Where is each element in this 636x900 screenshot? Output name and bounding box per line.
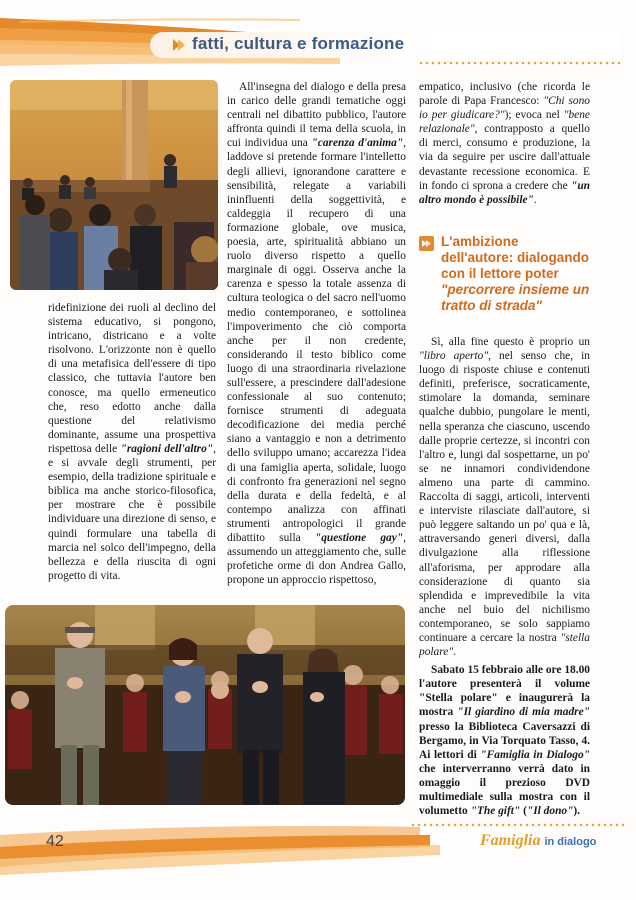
emphasis-text: "ragioni dell'altro" xyxy=(120,442,214,455)
text-run: All'insegna del dialogo e della presa in carico delle grandi tematiche oggi centrali nel dibattito pubblico, l'autore affronta quindi il tema della scuola, in cui individua una xyxy=(227,81,406,150)
magazine-logo xyxy=(480,832,596,850)
text-run: ( xyxy=(520,805,527,818)
section-title: fatti, cultura e formazione xyxy=(192,34,405,53)
text-run: , nel senso che, in luogo di risposte chiuse e contenuti definiti, preferisce, socraticamente, stimolare la domanda, seminare qualche dubbio, pungolare le menti, nella speranza che ciascuno, uscendo dalle proprie certezze, si incontri con l'altro e, lungi dal sospettarne, un po' se ne innamori condividendone almeno una parte di cammino. Raccolta di saggi, articoli, interventi e interviste rilasciate dall'autore, si può leggere saltando un po' qua e là, attraversando generi diversi, dalla divulgazione alla riflessione all'aforisma, per approdare alla considerazione di quanto sia splendida e imprevedibile la vita anche nel buio del nichilismo contemporaneo, se solo sappiamo continuare a cercare la nostra xyxy=(419,350,590,644)
text-run: , contrapposto a quello di merci, consumo e produzione, la via da seguire per uscire dall'attuale devastante recessione economica. E in fondo ci sprona a credere che xyxy=(419,123,590,192)
page-header xyxy=(0,0,636,70)
subheading-quote: "percorrere insieme un tratto di strada" xyxy=(441,282,590,313)
paragraph xyxy=(419,335,590,659)
emphasis-text: "Chi sono io per giudicare?" xyxy=(419,95,590,122)
header-dotted-rule xyxy=(418,61,623,65)
page-footer xyxy=(0,815,636,900)
subheading-line: L'ambizione dell'autore: dialogando con il lettore poter xyxy=(441,234,589,281)
logo-sub-text: in dialogo xyxy=(544,836,597,848)
text-column-1 xyxy=(48,301,216,583)
page-number: 42 xyxy=(46,833,64,850)
text-column-3 xyxy=(419,80,590,207)
text-run: . xyxy=(453,646,456,659)
emphasis-text: "bene relazionale" xyxy=(419,109,590,136)
arrow-right-icon xyxy=(419,236,434,251)
text-run: Sabato 15 febbraio alle ore 18.00 l'autore presenterà il volume "Stella polare" e inaugurerà la mostra xyxy=(419,664,590,719)
text-run: empatico, inclusivo (che ricorda le parole di Papa Francesco: xyxy=(419,81,590,108)
text-run: ). xyxy=(573,805,581,818)
paragraph xyxy=(48,301,216,583)
text-run: ); evoca nel xyxy=(504,109,564,122)
paragraph xyxy=(419,80,590,207)
text-run: , assumendo un atteggiamento che, sulle profetiche orme di don Andrea Gallo, propone un approccio rispettoso, xyxy=(227,532,406,587)
text-column-2 xyxy=(227,80,406,587)
text-column-3-continued xyxy=(419,335,590,818)
emphasis-text: "carenza d'anima" xyxy=(311,137,404,150)
emphasis-text: "questione gay" xyxy=(314,532,404,544)
text-run: ridefinizione dei ruoli al declino del sistema educativo, si pongono, intricano, districano e a volte risolvono. L'orizzonte non è quello di una metafisica dell'essere di tipo classico, che tuttavia l'autore ben conosce, ma quello ermeneutico che, reso edotto anche dalla questione del relativismo dominante, assume una prospettiva rispettosa delle xyxy=(48,302,216,455)
text-run: Sì, alla fine questo è proprio un xyxy=(431,336,590,348)
text-run: che interverranno verrà dato in omaggio il prezioso DVD multimediale sulla mostra con il volumetto xyxy=(419,762,590,818)
emphasis-text: "un altro mondo è possibile" xyxy=(419,179,590,206)
chevron-right-icon xyxy=(170,36,188,54)
emphasis-text: "Famiglia in Dialogo" xyxy=(480,748,591,761)
section-subheading xyxy=(419,234,594,314)
paragraph xyxy=(227,80,406,587)
text-run: . xyxy=(533,193,537,206)
emphasis-text: "libro aperto" xyxy=(419,350,489,363)
text-run: , laddove si pretende formare l'intelletto degli allievi, ignorandone carattere e sensibilità, relegate a variabili ininfluenti della soggettività, e caldeggia il recupero di una formazione globale, ove musica, poesia, arte, spiritualità abbiano un ruolo diverso rispetto a quello marginale di oggi. Osserva anche la carenza e spesso la totale assenza di cultura teologica o del sacro nell'uomo medio contemporaneo, e sottolinea l'impoverimento che ciò comporta anche per il non credente, considerando il testo biblico come luogo di una straordinaria rivelazione sull'essere, a prescindere dall'adesione confessionale al suo contenuto; fornisce strumenti di adeguata decodificazione dei media perché siano a vantaggio e non a detrimento dello sviluppo umano; accarezza l'idea di una famiglia aperta, solidale, luogo di confronto fra generazioni nel segno della durata e della fedeltà, e al contempo analizza con affinati strumenti antropologici il grande dibattito sulla xyxy=(227,137,406,544)
text-run: , e si avvale degli strumenti, per esempio, della tradizione spirituale e biblica ma anche storico-filosofica, per mostrare che è possibile individuare una direzione di senso, e quindi formulare una tabella di marcia nel solco dell'impegno, della bellezza e della riuscita di ogni progetto di vita. xyxy=(48,442,216,582)
event-paragraph xyxy=(419,663,590,818)
emphasis-text: "stella polare" xyxy=(419,631,590,659)
emphasis-text: "Il dono" xyxy=(526,805,574,818)
text-run: presso la Biblioteca Caversazzi di Bergamo, in Via Torquato Tasso, 4. Ai lettori di xyxy=(419,720,590,761)
applause-photo xyxy=(5,605,405,805)
emphasis-text: "Il giardino di mia madre" xyxy=(457,706,590,719)
subheading-text xyxy=(441,234,594,314)
conference-photo xyxy=(10,80,218,290)
footer-dotted-rule xyxy=(410,823,625,827)
emphasis-text: "The gift" xyxy=(470,805,521,818)
logo-main-text: Famiglia xyxy=(480,832,541,849)
